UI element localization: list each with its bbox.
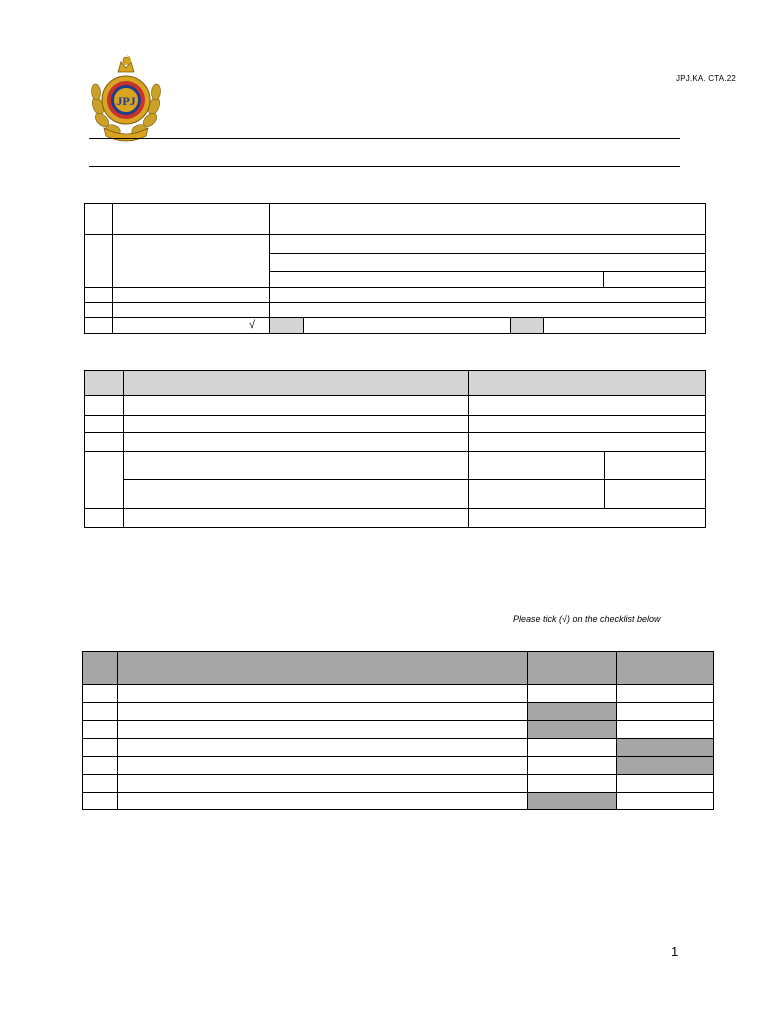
- field-label-cell: [113, 303, 270, 318]
- tick-box-column-2[interactable]: [617, 703, 714, 721]
- item-label-cell: [124, 396, 469, 416]
- jpj-crest-logo: [88, 54, 164, 144]
- row-number-cell: [83, 775, 118, 793]
- page-number: 1: [671, 944, 679, 959]
- item-value-input[interactable]: [469, 452, 605, 480]
- row-number-cell: [83, 793, 118, 810]
- disabled-tick-box: [617, 739, 714, 757]
- checklist-row: [83, 739, 714, 757]
- row-number-cell: [85, 235, 113, 288]
- postcode-input[interactable]: [604, 272, 706, 288]
- checklist-item-label: [118, 685, 528, 703]
- checklist-item-label: [118, 757, 528, 775]
- table-row: [85, 480, 706, 509]
- checklist-item-label: [118, 721, 528, 739]
- header-rule-bottom: [89, 166, 680, 167]
- item-value-input[interactable]: [605, 452, 706, 480]
- table-row: [85, 288, 706, 303]
- item-label-cell: [124, 416, 469, 433]
- header-document-cell: [118, 652, 528, 685]
- checklist-instruction: Please tick (√) on the checklist below: [513, 614, 661, 624]
- tick-box-column-2[interactable]: [617, 721, 714, 739]
- field-value-input[interactable]: [270, 303, 706, 318]
- table-row: [85, 396, 706, 416]
- address-line-1-input[interactable]: [270, 235, 706, 254]
- tick-box-column-1[interactable]: [528, 775, 617, 793]
- item-value-input[interactable]: [469, 509, 706, 528]
- item-value-input[interactable]: [605, 480, 706, 509]
- disabled-tick-box: [528, 793, 617, 810]
- disabled-tick-box: [528, 721, 617, 739]
- field-value-input[interactable]: [270, 288, 706, 303]
- item-label-cell: [124, 452, 469, 480]
- row-number-cell: [83, 685, 118, 703]
- option-1-label-cell: [304, 318, 511, 334]
- table-row: [85, 433, 706, 452]
- table-row: [85, 509, 706, 528]
- item-value-input[interactable]: [469, 416, 706, 433]
- address-line-2-input[interactable]: [270, 254, 706, 272]
- row-number-cell: [85, 433, 124, 452]
- table-row: [85, 235, 706, 254]
- checklist-row: [83, 721, 714, 739]
- checklist-row: [83, 685, 714, 703]
- header-column-1-cell: [528, 652, 617, 685]
- row-number-cell: [83, 739, 118, 757]
- table-row: [85, 416, 706, 433]
- item-value-input[interactable]: [469, 480, 605, 509]
- address-label-cell: [113, 235, 270, 288]
- row-number-cell: [85, 452, 124, 509]
- header-column-2-cell: [617, 652, 714, 685]
- tick-box-column-1[interactable]: [528, 739, 617, 757]
- row-number-cell: [85, 318, 113, 334]
- checklist-row: [83, 775, 714, 793]
- option-2-label-cell: [544, 318, 706, 334]
- details-table: [84, 370, 706, 528]
- checklist-table: [82, 651, 714, 810]
- header-item-cell: [124, 371, 469, 396]
- row-number-cell: [85, 396, 124, 416]
- tick-box-column-2[interactable]: [617, 775, 714, 793]
- checklist-row: [83, 703, 714, 721]
- tick-box-column-2[interactable]: [617, 793, 714, 810]
- row-number-cell: [83, 703, 118, 721]
- row-number-cell: [85, 288, 113, 303]
- row-number-cell: [83, 721, 118, 739]
- tick-box-column-2[interactable]: [617, 685, 714, 703]
- applicant-details-table: [84, 203, 706, 334]
- row-number-cell: [85, 204, 113, 235]
- table-row: [85, 452, 706, 480]
- header-value-cell: [469, 371, 706, 396]
- item-label-cell: [124, 509, 469, 528]
- address-line-3-input[interactable]: [270, 272, 604, 288]
- option-2-checkbox[interactable]: [511, 318, 544, 334]
- table-header-row: [85, 371, 706, 396]
- field-label-cell: [113, 288, 270, 303]
- item-label-cell: [124, 433, 469, 452]
- row-number-cell: [85, 416, 124, 433]
- checklist-row: [83, 793, 714, 810]
- tick-box-column-1[interactable]: [528, 757, 617, 775]
- table-row: [85, 204, 706, 235]
- checklist-item-label: [118, 739, 528, 757]
- header-number-cell: [83, 652, 118, 685]
- field-label-cell: [113, 204, 270, 235]
- item-value-input[interactable]: [469, 433, 706, 452]
- checklist-item-label: [118, 793, 528, 810]
- checklist-item-label: [118, 775, 528, 793]
- field-value-input[interactable]: [270, 204, 706, 235]
- crest-crown: [118, 55, 134, 72]
- header-number-cell: [85, 371, 124, 396]
- logo-text: JPJ: [116, 94, 136, 108]
- row-number-cell: [85, 303, 113, 318]
- tick-box-column-1[interactable]: [528, 685, 617, 703]
- checklist-row: [83, 757, 714, 775]
- table-header-row: [83, 652, 714, 685]
- tick-instruction-cell: √: [113, 318, 270, 334]
- header-rule-top: [89, 138, 680, 139]
- option-1-checkbox[interactable]: [270, 318, 304, 334]
- row-number-cell: [83, 757, 118, 775]
- table-row: [85, 318, 706, 334]
- disabled-tick-box: [528, 703, 617, 721]
- document-code: JPJ.KA. CTA.22: [676, 74, 737, 83]
- table-row: [85, 303, 706, 318]
- checklist-item-label: [118, 703, 528, 721]
- item-value-input[interactable]: [469, 396, 706, 416]
- row-number-cell: [85, 509, 124, 528]
- item-label-cell: [124, 480, 469, 509]
- disabled-tick-box: [617, 757, 714, 775]
